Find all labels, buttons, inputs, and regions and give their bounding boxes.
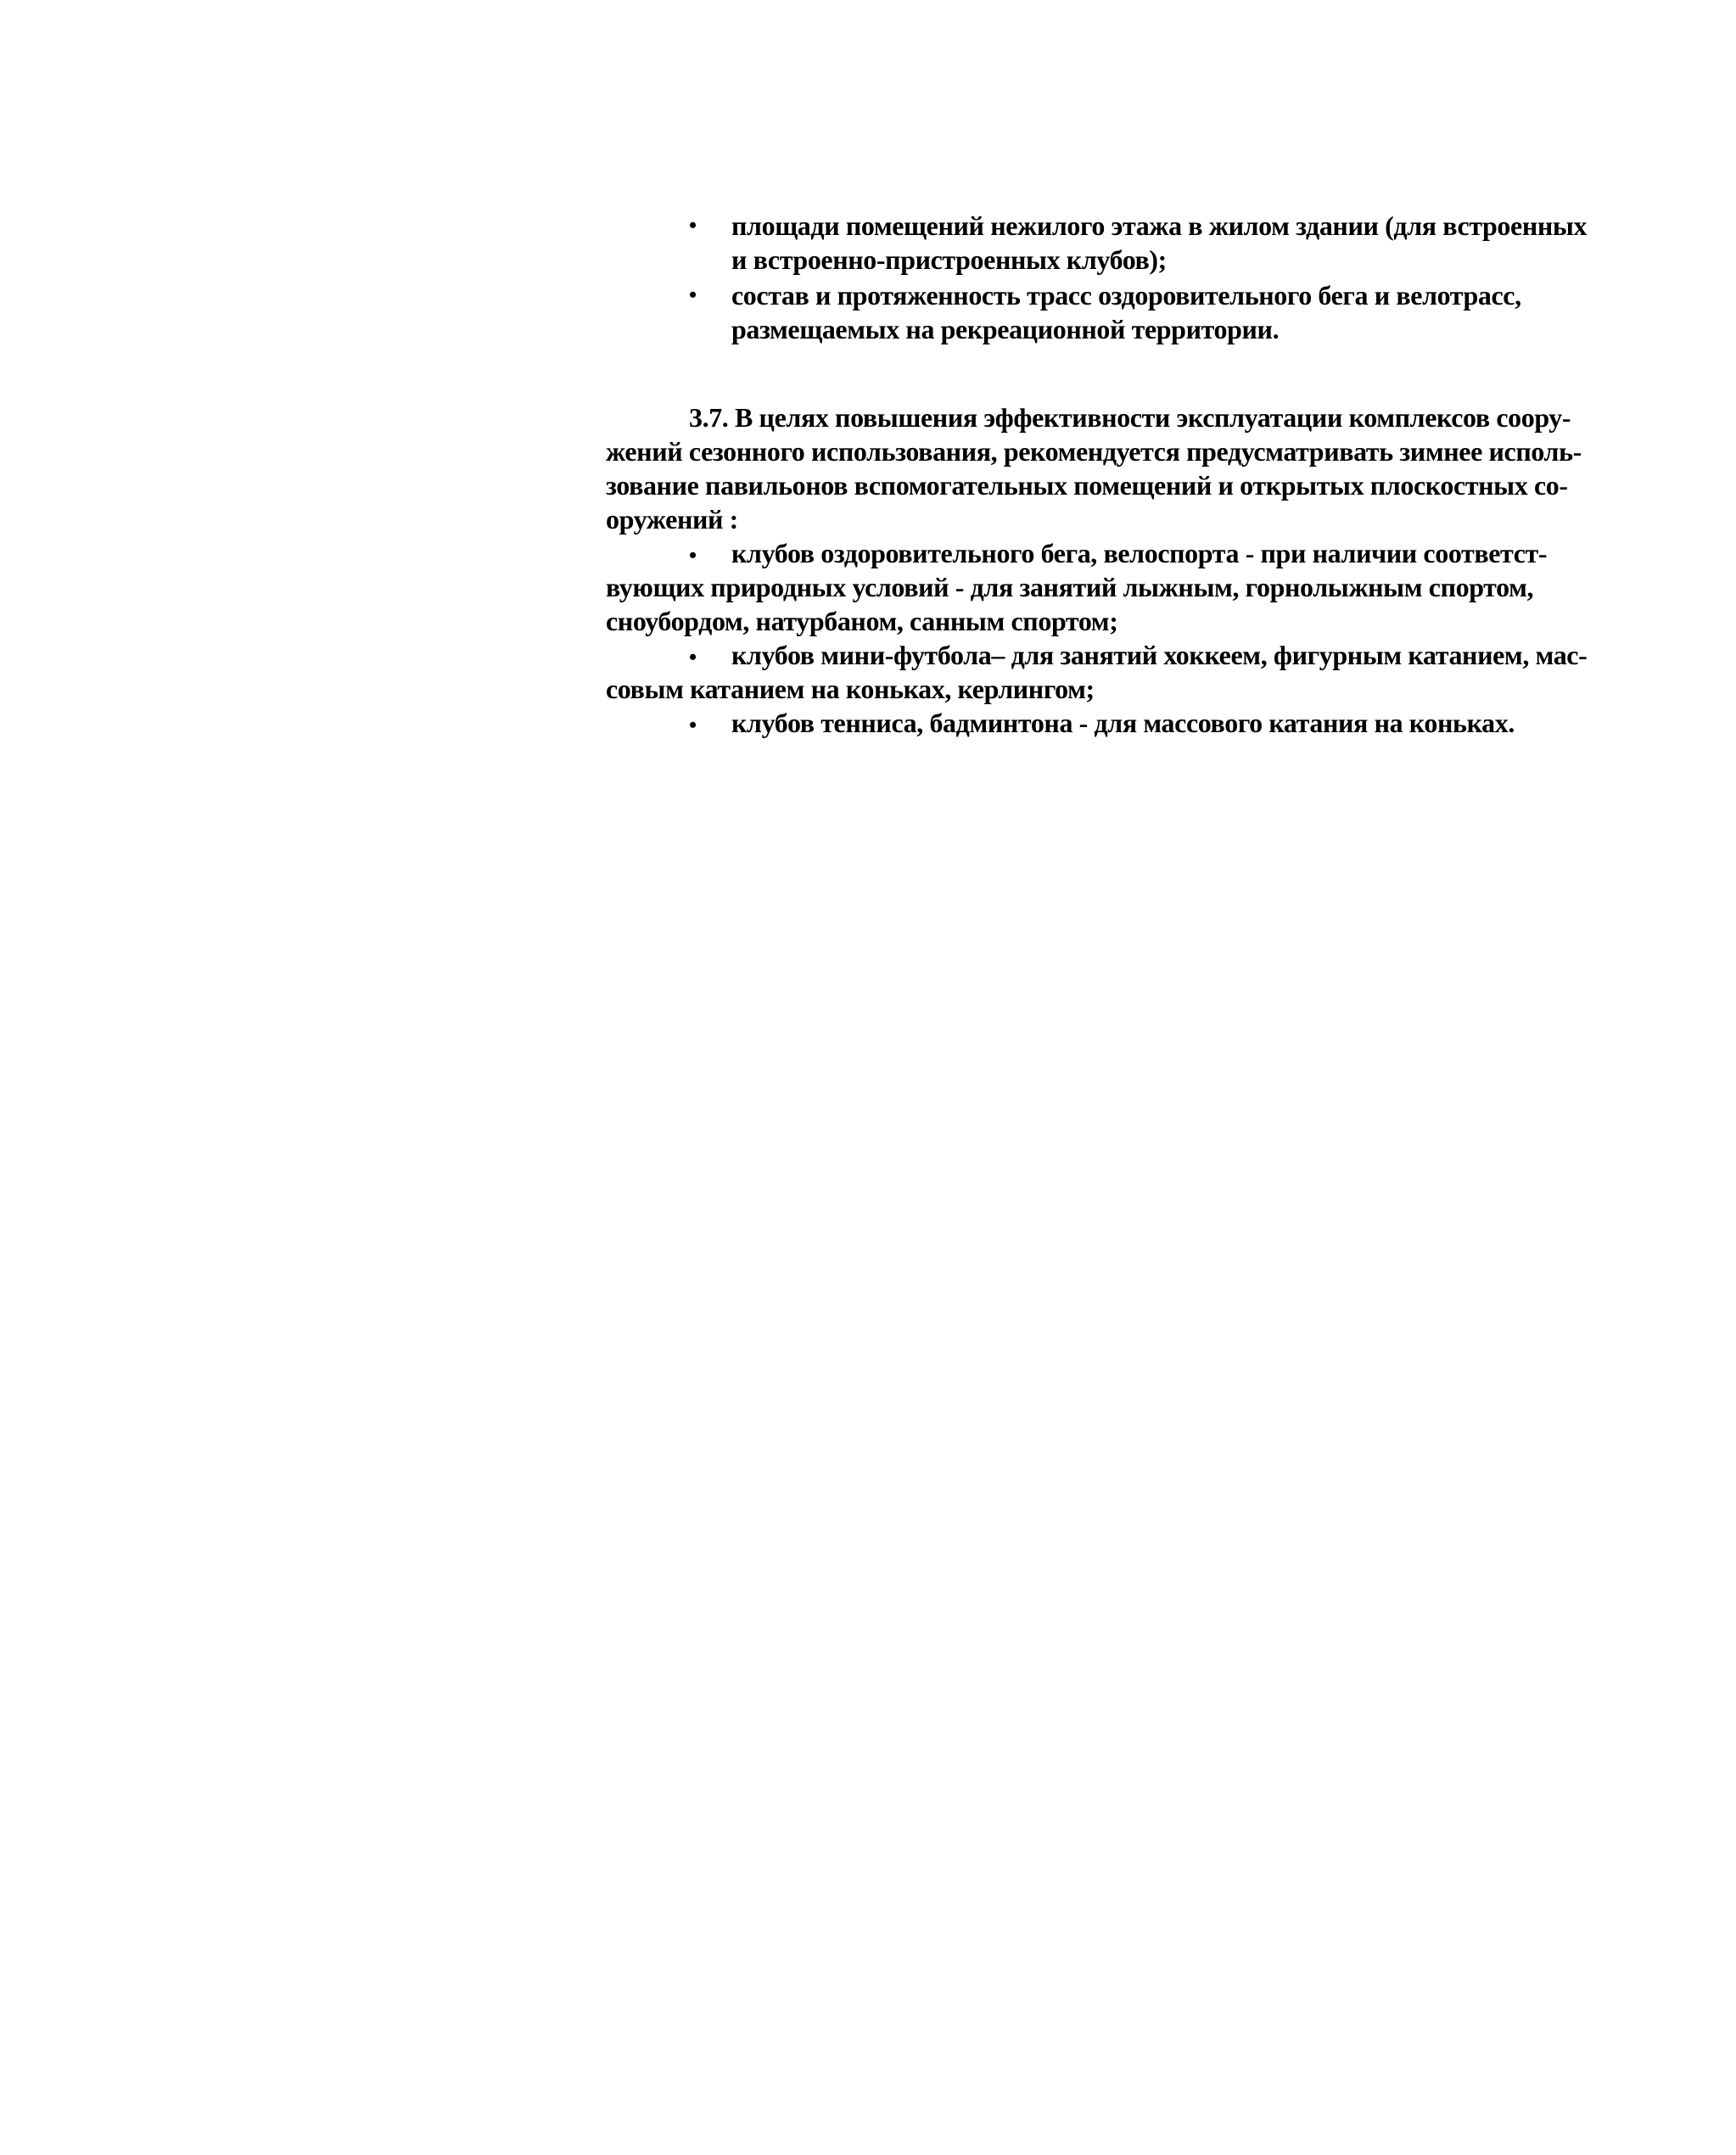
list-item-line: вующих природных условий - для занятий лыжным, горнолыжным спортом,	[606, 572, 1534, 602]
list-item-text: клубов мини-футбола– для занятий хоккеем, фигурным катанием, мас-	[731, 640, 1588, 670]
paragraph-line: оружений :	[606, 504, 738, 535]
bullet-icon: •	[689, 543, 697, 568]
list-item-line: сноубордом, натурбаном, санным спортом;	[606, 606, 1118, 636]
list-item-text: клубов тенниса, бадминтона - для массового катания на коньках.	[731, 708, 1515, 738]
requirements-bullet-list	[689, 209, 1588, 346]
bullet-icon: •	[689, 283, 697, 307]
bullet-icon: •	[689, 713, 697, 737]
list-item	[606, 706, 1590, 740]
section-3-7	[606, 400, 1590, 740]
list-item-line: площади помещений нежилого этажа в жилом здании (для встроенных	[731, 210, 1588, 241]
bullet-icon: •	[689, 213, 697, 238]
list-item	[689, 209, 1588, 277]
bullet-icon: •	[689, 645, 697, 669]
list-item	[606, 536, 1590, 570]
list-item-line: состав и протяженность трасс оздоровительного бега и велотрасс,	[731, 280, 1521, 311]
list-item-line: размещаемых на рекреационной территории.	[731, 314, 1280, 344]
list-item-text: клубов оздоровительного бега, велоспорта - при наличии соответст-	[731, 538, 1548, 568]
paragraph-line: 3.7. В целях повышения эффективности эксплуатации комплексов соору-	[689, 402, 1571, 433]
paragraph-line: зование павильонов вспомогательных помещений и открытых плоскостных со-	[606, 470, 1568, 501]
list-item	[606, 638, 1590, 672]
paragraph-line: жений сезонного использования, рекомендуется предусматривать зимнее исполь-	[606, 436, 1582, 467]
list-item-line: и встроенно-пристроенных клубов);	[731, 244, 1167, 275]
list-item	[689, 278, 1588, 346]
list-item-line: совым катанием на коньках, керлингом;	[606, 674, 1095, 704]
